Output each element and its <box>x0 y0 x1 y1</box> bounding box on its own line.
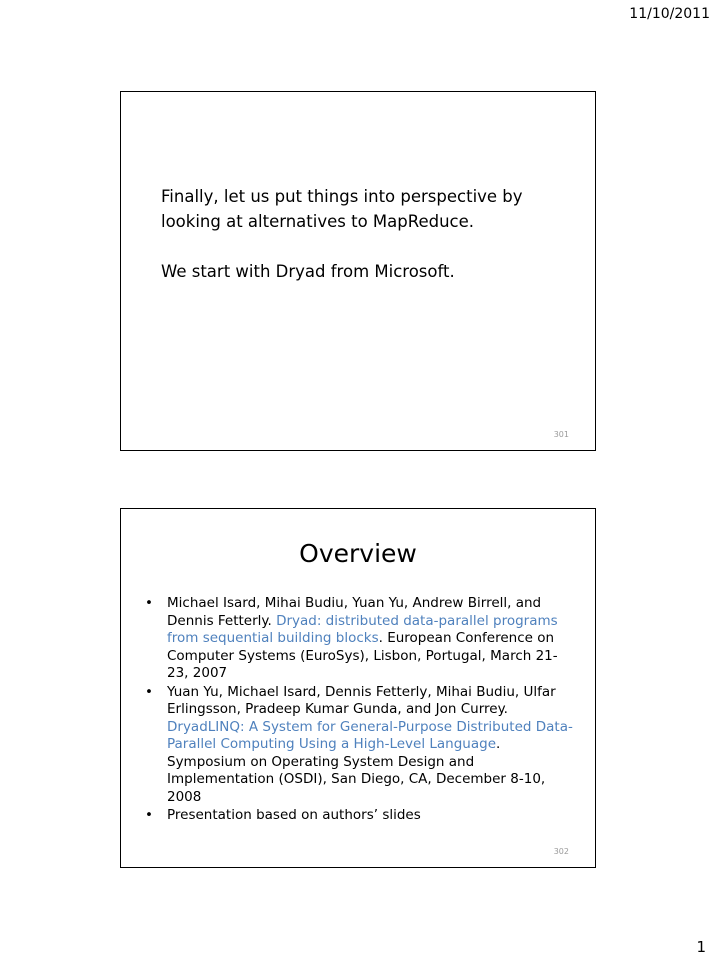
page-number: 1 <box>696 938 706 956</box>
bullet-dot-icon: • <box>145 595 153 611</box>
paper-link[interactable]: Dryad: distributed data-parallel programs from sequential building blocks <box>167 612 558 646</box>
citation-authors: Yuan Yu, Michael Isard, Dennis Fetterly, Mihai Budiu, Ulfar Erlingsson, Pradeep Kumar Gunda, and Jon Currey. <box>167 683 556 717</box>
slide-paragraph: We start with Dryad from Microsoft. <box>161 262 455 281</box>
slide-301 <box>120 91 596 451</box>
bullet-list <box>143 595 573 826</box>
slide-302 <box>120 508 596 868</box>
slide-number: 301 <box>553 430 569 439</box>
slide-title: Overview <box>299 539 417 568</box>
bullet-dot-icon: • <box>145 683 153 700</box>
paper-link[interactable]: DryadLINQ: A System for General-Purpose Distributed Data-Parallel Computing Using a High-Level Language <box>167 718 573 752</box>
bullet-text: Presentation based on authors’ slides <box>167 807 421 823</box>
slide-body <box>161 184 581 284</box>
page-date: 11/10/2011 <box>629 6 710 22</box>
bullet-dot-icon: • <box>145 807 153 823</box>
bullet-item <box>143 595 573 683</box>
citation-authors: Michael Isard, Mihai Budiu, Yuan Yu, Andrew Birrell, and Dennis Fetterly. <box>167 595 542 629</box>
slide-paragraph: Finally, let us put things into perspective by looking at alternatives to MapReduce. <box>161 187 523 231</box>
slide-number: 302 <box>553 847 569 856</box>
bullet-item <box>143 807 573 825</box>
citation-venue: . Symposium on Operating System Design and Implementation (OSDI), San Diego, CA, December 8-10, 2008 <box>167 736 546 805</box>
bullet-item <box>143 684 573 807</box>
citation-venue: . European Conference on Computer Systems (EuroSys), Lisbon, Portugal, March 21-23, 2007 <box>167 630 558 681</box>
